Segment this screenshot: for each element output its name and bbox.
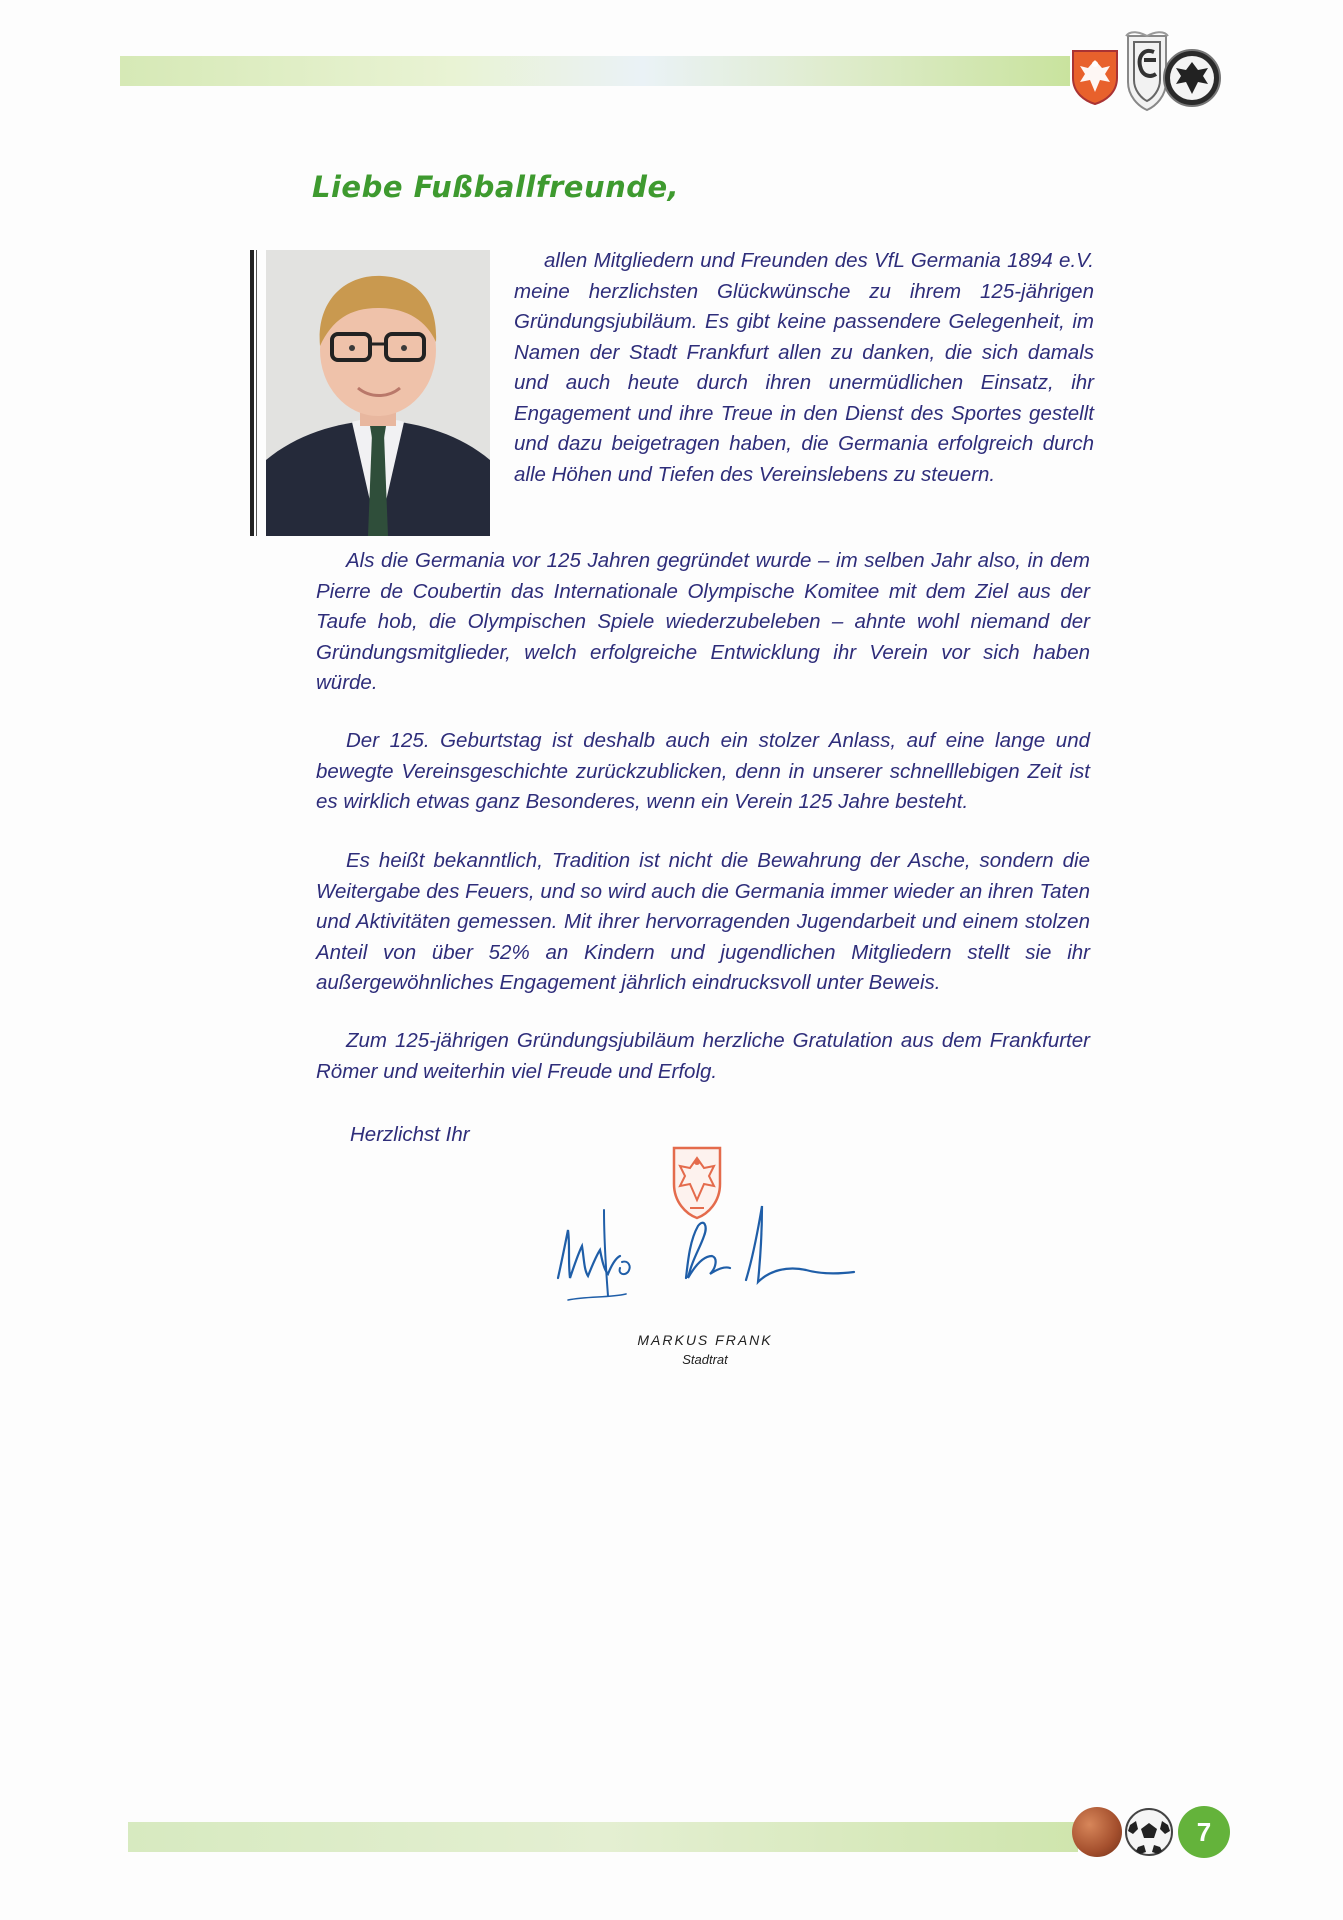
letter-paragraph-5 bbox=[316, 1026, 1090, 1087]
greeting-heading: Liebe Fußballfreunde, bbox=[312, 170, 680, 204]
soccer-ball-icon bbox=[1124, 1807, 1174, 1857]
portrait-photo bbox=[266, 250, 490, 536]
eintracht-eagle-crest-icon bbox=[1162, 48, 1222, 108]
paragraph-text: Es heißt bekanntlich, Tradition ist nicht die Bewahrung der Asche, sondern die Weitergabe des Feuers, und so wird auch die Germania immer wieder an ihren Taten und Aktivitäten gemessen. Mit ihrer hervorragenden Jugendarbeit und einem stolzen Anteil von über 52% an Kindern und jugendlichen Mitgliedern stellt sie ihr außergewöhnliches Engagement jährlich eindrucksvoll unter Beweis. bbox=[316, 849, 1090, 994]
letter-intro bbox=[514, 246, 1094, 490]
bottom-gradient-bar bbox=[128, 1822, 1078, 1852]
signatory-name: MARKUS FRANK bbox=[637, 1332, 773, 1348]
paragraph-text: Der 125. Geburtstag ist deshalb auch ein stolzer Anlass, auf eine lange und bewegte Vereinsgeschichte zurückzublicken, denn in unserer schnelllebigen Zeit ist es wirklich etwas ganz Besonderes, wenn ein Verein 125 Jahre besteht. bbox=[316, 729, 1090, 813]
signatory-role: Stadtrat bbox=[682, 1352, 728, 1367]
club-logos bbox=[1068, 30, 1228, 120]
photo-frame-rule bbox=[250, 250, 254, 536]
handwritten-signature bbox=[548, 1200, 868, 1330]
photo-frame-rule-thin bbox=[256, 250, 257, 536]
letter-paragraph-2 bbox=[316, 546, 1090, 699]
paragraph-text: Zum 125-jährigen Gründungsjubiläum herzliche Gratulation aus dem Frankfurter Römer und weiterhin viel Freude und Erfolg. bbox=[316, 1029, 1090, 1083]
leather-ball-icon bbox=[1072, 1807, 1122, 1857]
letter-paragraph-3 bbox=[316, 726, 1090, 818]
top-gradient-bar bbox=[120, 56, 1070, 86]
page-number-badge: 7 bbox=[1178, 1806, 1230, 1858]
paragraph-text: Als die Germania vor 125 Jahren gegründet wurde – im selben Jahr also, in dem Pierre de Coubertin das Internationale Olympische Komitee mit dem Ziel aus der Taufe hob, die Olympischen Spiele wiederzubeleben – ahnte wohl niemand der Gründungsmitglieder, welch erfolgreiche Entwicklung ihr Verein vor sich haben würde. bbox=[316, 549, 1090, 694]
intro-paragraph: allen Mitgliedern und Freunden des VfL Germania 1894 e.V. meine herzlichsten Glückwünsche zu ihrem 125-jährigen Gründungsjubiläum. Es gibt keine passendere Gelegenheit, im Namen der Stadt Frankfurt allen zu danken, die sich damals und auch heute durch ihren unermüdlichen Einsatz, ihr Engagement und ihre Treue in den Dienst des Sportes gestellt und dazu beigetragen haben, die Germania erfolgreich durch alle Höhen und Tiefen des Vereinslebens zu steuern. bbox=[514, 249, 1094, 486]
letter-closing: Herzlichst Ihr bbox=[350, 1123, 470, 1146]
frankfurt-coat-of-arms-icon bbox=[1070, 48, 1120, 106]
letter-paragraph-4 bbox=[316, 846, 1090, 999]
